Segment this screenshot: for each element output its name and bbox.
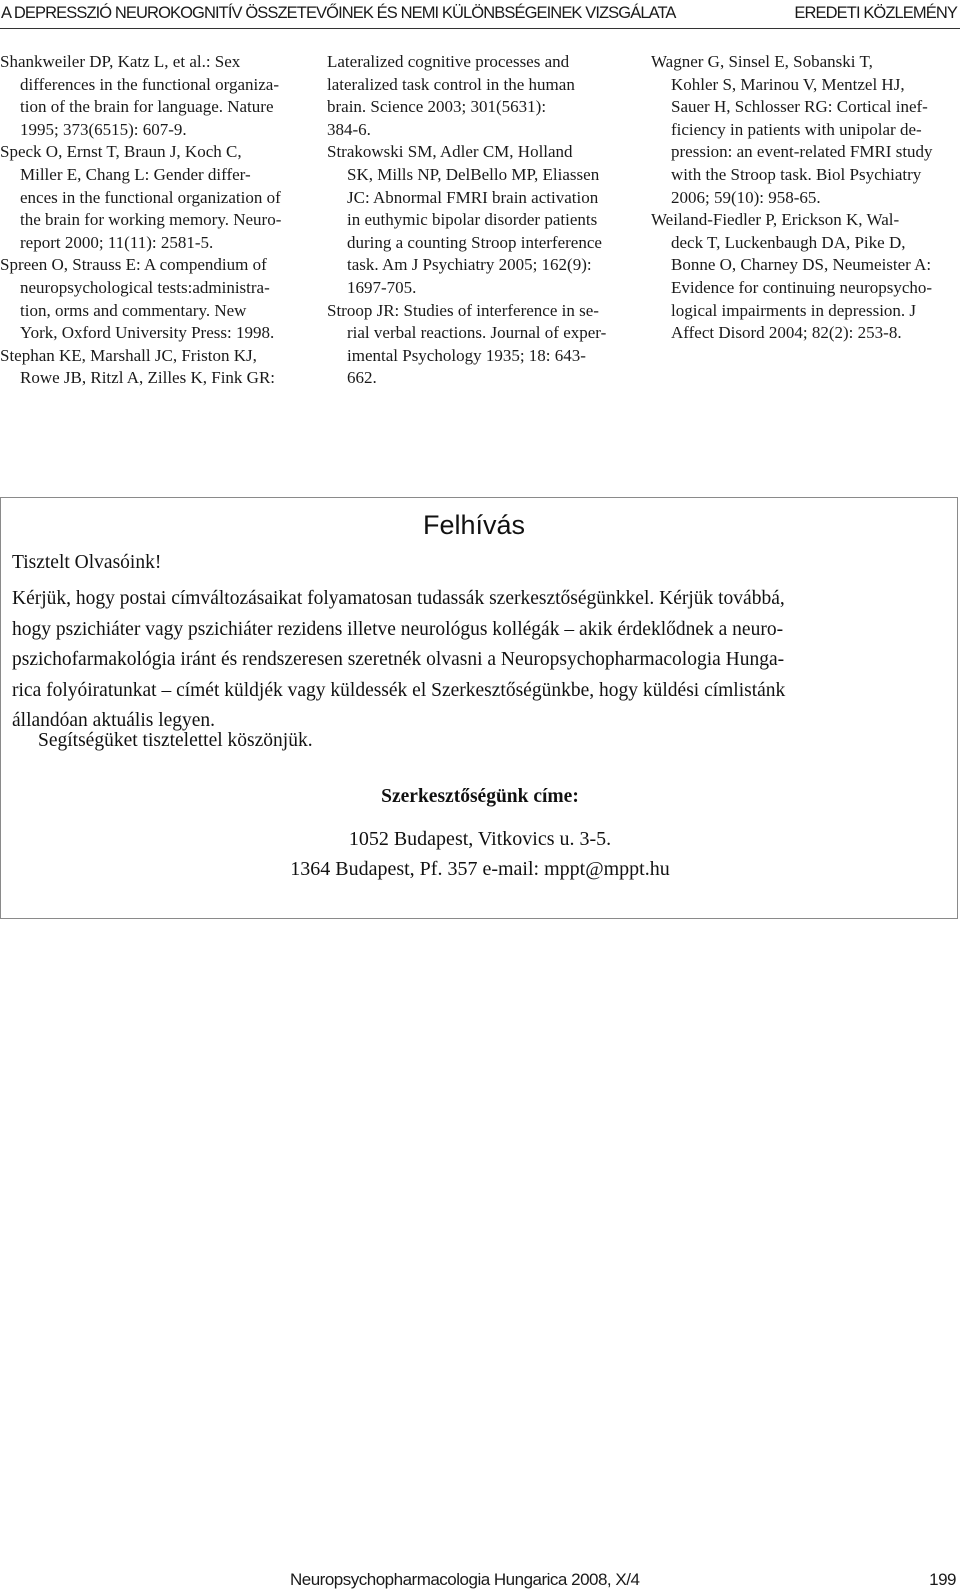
reference-line: Speck O, Ernst T, Braun J, Koch C, bbox=[0, 142, 242, 162]
reference-line: rial verbal reactions. Journal of exper- bbox=[347, 323, 607, 343]
notice-title: Felhívás bbox=[423, 510, 526, 540]
notice-body-line: pszichofarmakológia iránt és rendszeresen szeretnék olvasni a Neuropsychopharmacologia Hunga- bbox=[12, 649, 785, 670]
reference-line: Stroop JR: Studies of interference in se- bbox=[327, 300, 599, 320]
reference-line: during a counting Stroop interference bbox=[347, 232, 602, 252]
reference-line: 662. bbox=[347, 368, 377, 388]
reference-line: Shankweiler DP, Katz L, et al.: Sex bbox=[0, 52, 241, 71]
reference-column-2 bbox=[327, 51, 642, 390]
reference-line: imental Psychology 1935; 18: 643- bbox=[347, 345, 586, 365]
reference-line: logical impairments in depression. J bbox=[671, 300, 917, 320]
reference-line: pression: an event-related FMRI study bbox=[671, 142, 933, 162]
reference-entry bbox=[651, 51, 956, 209]
reference-column-1 bbox=[0, 51, 310, 390]
reference-entry bbox=[327, 300, 642, 390]
reference-column-3 bbox=[651, 51, 956, 345]
reference-line: neuropsychological tests:administra- bbox=[20, 277, 270, 297]
reference-line: ficiency in patients with unipolar de- bbox=[671, 119, 922, 139]
reference-line: Rowe JB, Ritzl A, Zilles K, Fink GR: bbox=[20, 368, 276, 388]
reference-line: with the Stroop task. Biol Psychiatry bbox=[671, 164, 922, 184]
notice-box bbox=[0, 497, 958, 919]
reference-line: the brain for working memory. Neuro- bbox=[20, 210, 282, 230]
running-head-title: A DEPRESSZIÓ NEUROKOGNITÍV ÖSSZETEVŐINEK ÉS NEMI KÜLÖNBSÉGEINEK VIZSGÁLATA bbox=[1, 4, 676, 22]
reference-line: Miller E, Chang L: Gender differ- bbox=[20, 164, 251, 184]
reference-line: deck T, Luckenbaugh DA, Pike D, bbox=[671, 232, 906, 252]
reference-entry bbox=[651, 209, 956, 345]
reference-entry bbox=[327, 141, 642, 299]
reference-line: SK, Mills NP, DelBello MP, Eliassen bbox=[347, 164, 600, 184]
page-number: 199 bbox=[929, 1570, 956, 1589]
reference-line: Weiland-Fiedler P, Erickson K, Wal- bbox=[651, 210, 900, 230]
reference-line: differences in the functional organiza- bbox=[20, 74, 279, 94]
reference-line: lateralized task control in the human bbox=[327, 74, 575, 94]
reference-line: York, Oxford University Press: 1998. bbox=[20, 323, 275, 343]
reference-line: 2006; 59(10): 958-65. bbox=[671, 187, 821, 207]
reference-line: Bonne O, Charney DS, Neumeister A: bbox=[671, 255, 932, 275]
reference-line: tion, orms and commentary. New bbox=[20, 300, 247, 320]
notice-body bbox=[12, 584, 947, 737]
reference-line: report 2000; 11(11): 2581-5. bbox=[20, 232, 214, 252]
reference-line: Affect Disord 2004; 82(2): 253-8. bbox=[671, 323, 902, 343]
address-line: 1052 Budapest, Vitkovics u. 3-5. bbox=[348, 828, 612, 850]
notice-body-line: hogy pszichiáter vagy pszichiáter rezidens illetve neurológus kollégák – akik érdeklődnek a neuro- bbox=[12, 618, 784, 640]
address-contact-line: 1364 Budapest, Pf. 357 e-mail: mppt@mppt.hu bbox=[290, 858, 670, 880]
reference-entry bbox=[0, 51, 310, 141]
reference-line: in euthymic bipolar disorder patients bbox=[347, 210, 598, 230]
reference-entry bbox=[0, 254, 310, 344]
reference-entry-continued bbox=[327, 51, 642, 141]
notice-body-line: rica folyóiratunkat – címét küldjék vagy küldessék el Szerkesztőségünkbe, hogy küldési címlistánk bbox=[12, 679, 786, 701]
reference-line: Spreen O, Strauss E: A compendium of bbox=[0, 255, 267, 275]
reference-line: Stephan KE, Marshall JC, Friston KJ, bbox=[0, 345, 257, 365]
reference-line: tion of the brain for language. Nature bbox=[20, 97, 274, 117]
reference-entry bbox=[0, 345, 310, 390]
reference-line: task. Am J Psychiatry 2005; 162(9): bbox=[347, 255, 592, 275]
reference-line: Wagner G, Sinsel E, Sobanski T, bbox=[651, 52, 873, 71]
reference-line: Strakowski SM, Adler CM, Holland bbox=[327, 142, 573, 162]
address-heading: Szerkesztőségünk címe: bbox=[381, 786, 579, 807]
reference-line: brain. Science 2003; 301(5631): bbox=[327, 97, 547, 117]
reference-line: Sauer H, Schlosser RG: Cortical inef- bbox=[671, 97, 928, 117]
reference-line: 1697-705. bbox=[347, 277, 417, 297]
reference-entry bbox=[0, 141, 310, 254]
reference-line: 1995; 373(6515): 607-9. bbox=[20, 119, 187, 139]
reference-line: Evidence for continuing neuropsycho- bbox=[671, 277, 933, 297]
running-head bbox=[0, 0, 960, 30]
reference-line: Lateralized cognitive processes and bbox=[327, 52, 570, 71]
reference-line: ences in the functional organization of bbox=[20, 187, 281, 207]
header-rule bbox=[0, 28, 960, 29]
reference-line: JC: Abnormal FMRI brain activation bbox=[347, 187, 599, 207]
notice-greeting: Tisztelt Olvasóink! bbox=[12, 552, 162, 573]
journal-citation: Neuropsychopharmacologia Hungarica 2008, X/4 bbox=[290, 1570, 640, 1589]
notice-body-line: állandóan aktuális legyen. bbox=[12, 710, 216, 731]
notice-body-line: Kérjük, hogy postai címváltozásaikat folyamatosan tudassák szerkesztőségünkkel. Kérjük továbbá, bbox=[12, 588, 785, 609]
reference-line: 384-6. bbox=[327, 119, 371, 139]
notice-thanks: Segítségüket tisztelettel köszönjük. bbox=[38, 730, 313, 751]
reference-line: Kohler S, Marinou V, Mentzel HJ, bbox=[671, 74, 905, 94]
running-head-section: EREDETI KÖZLEMÉNY bbox=[794, 4, 957, 22]
